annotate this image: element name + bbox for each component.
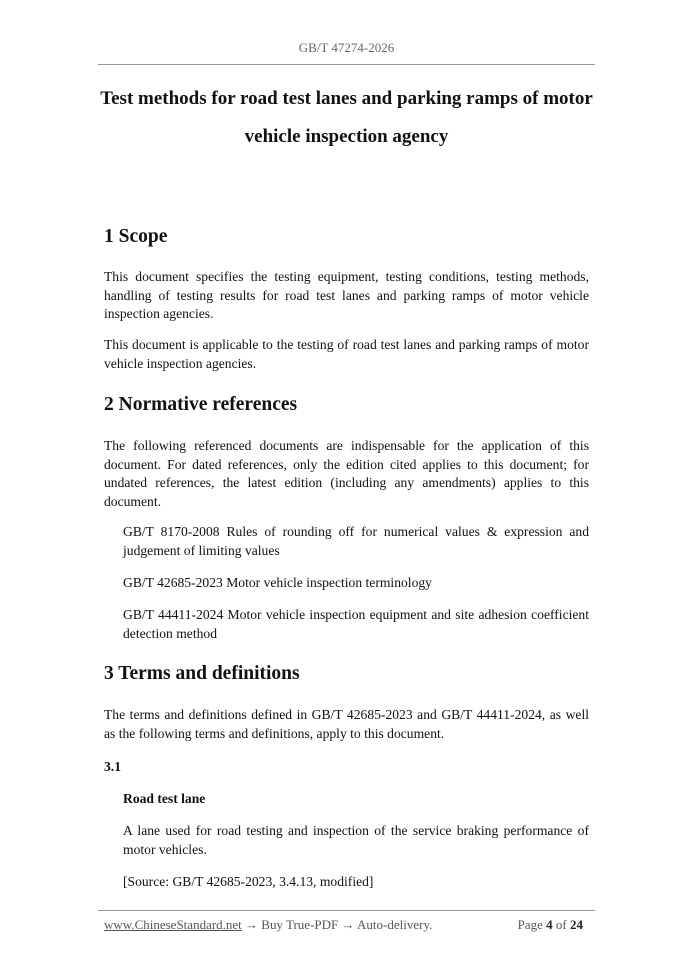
document-title-line-2: vehicle inspection agency [244,126,449,147]
scope-paragraph-2: This document is applicable to the testing of road test lanes and parking ramps of motor vehicle inspection agencies. [104,337,589,371]
section-heading-scope: 1 Scope [104,226,168,247]
total-pages-number: 24 [570,917,583,932]
page-indicator [518,917,583,933]
footer-promo [104,917,432,933]
term-source: [Source: GB/T 42685-2023, 3.4.13, modified] [123,874,374,889]
normative-intro-paragraph: The following referenced documents are indispensable for the application of this document. For dated references, only the edition cited applies to this document; for undated references, the latest edition (including any amendments) applies to this document. [104,438,589,509]
website-link[interactable]: www.ChineseStandard.net [104,917,242,932]
running-header: GB/T 47274-2026 [298,40,395,55]
term-number: 3.1 [104,759,121,774]
reference-item: GB/T 8170-2008 Rules of rounding off for numerical values & expression and judgement of limiting values [123,524,589,558]
term-definition: A lane used for road testing and inspection of the service braking performance of motor vehicles. [123,823,589,857]
scope-paragraph-1: This document specifies the testing equipment, testing conditions, testing methods, handling of testing results for road test lanes and parking ramps of motor vehicle inspection agencies. [104,269,589,321]
term-name: Road test lane [123,791,206,806]
reference-item: GB/T 42685-2023 Motor vehicle inspection terminology [123,575,432,590]
of-word: of [555,917,567,932]
document-title-line-1: Test methods for road test lanes and parking ramps of motor [100,88,593,109]
reference-item: GB/T 44411-2024 Motor vehicle inspection equipment and site adhesion coefficient detection method [123,607,589,641]
section-heading-normative-references: 2 Normative references [104,394,298,415]
terms-intro-paragraph: The terms and definitions defined in GB/T 42685-2023 and GB/T 44411-2024, as well as the following terms and definitions, apply to this document. [104,707,589,741]
footer-divider [98,910,595,911]
footer-tagline: → Buy True-PDF → Auto-delivery. [241,917,433,932]
header-divider [98,64,595,65]
page-word: Page [517,917,543,932]
section-heading-terms-definitions: 3 Terms and definitions [104,663,300,684]
current-page-number: 4 [546,917,553,932]
